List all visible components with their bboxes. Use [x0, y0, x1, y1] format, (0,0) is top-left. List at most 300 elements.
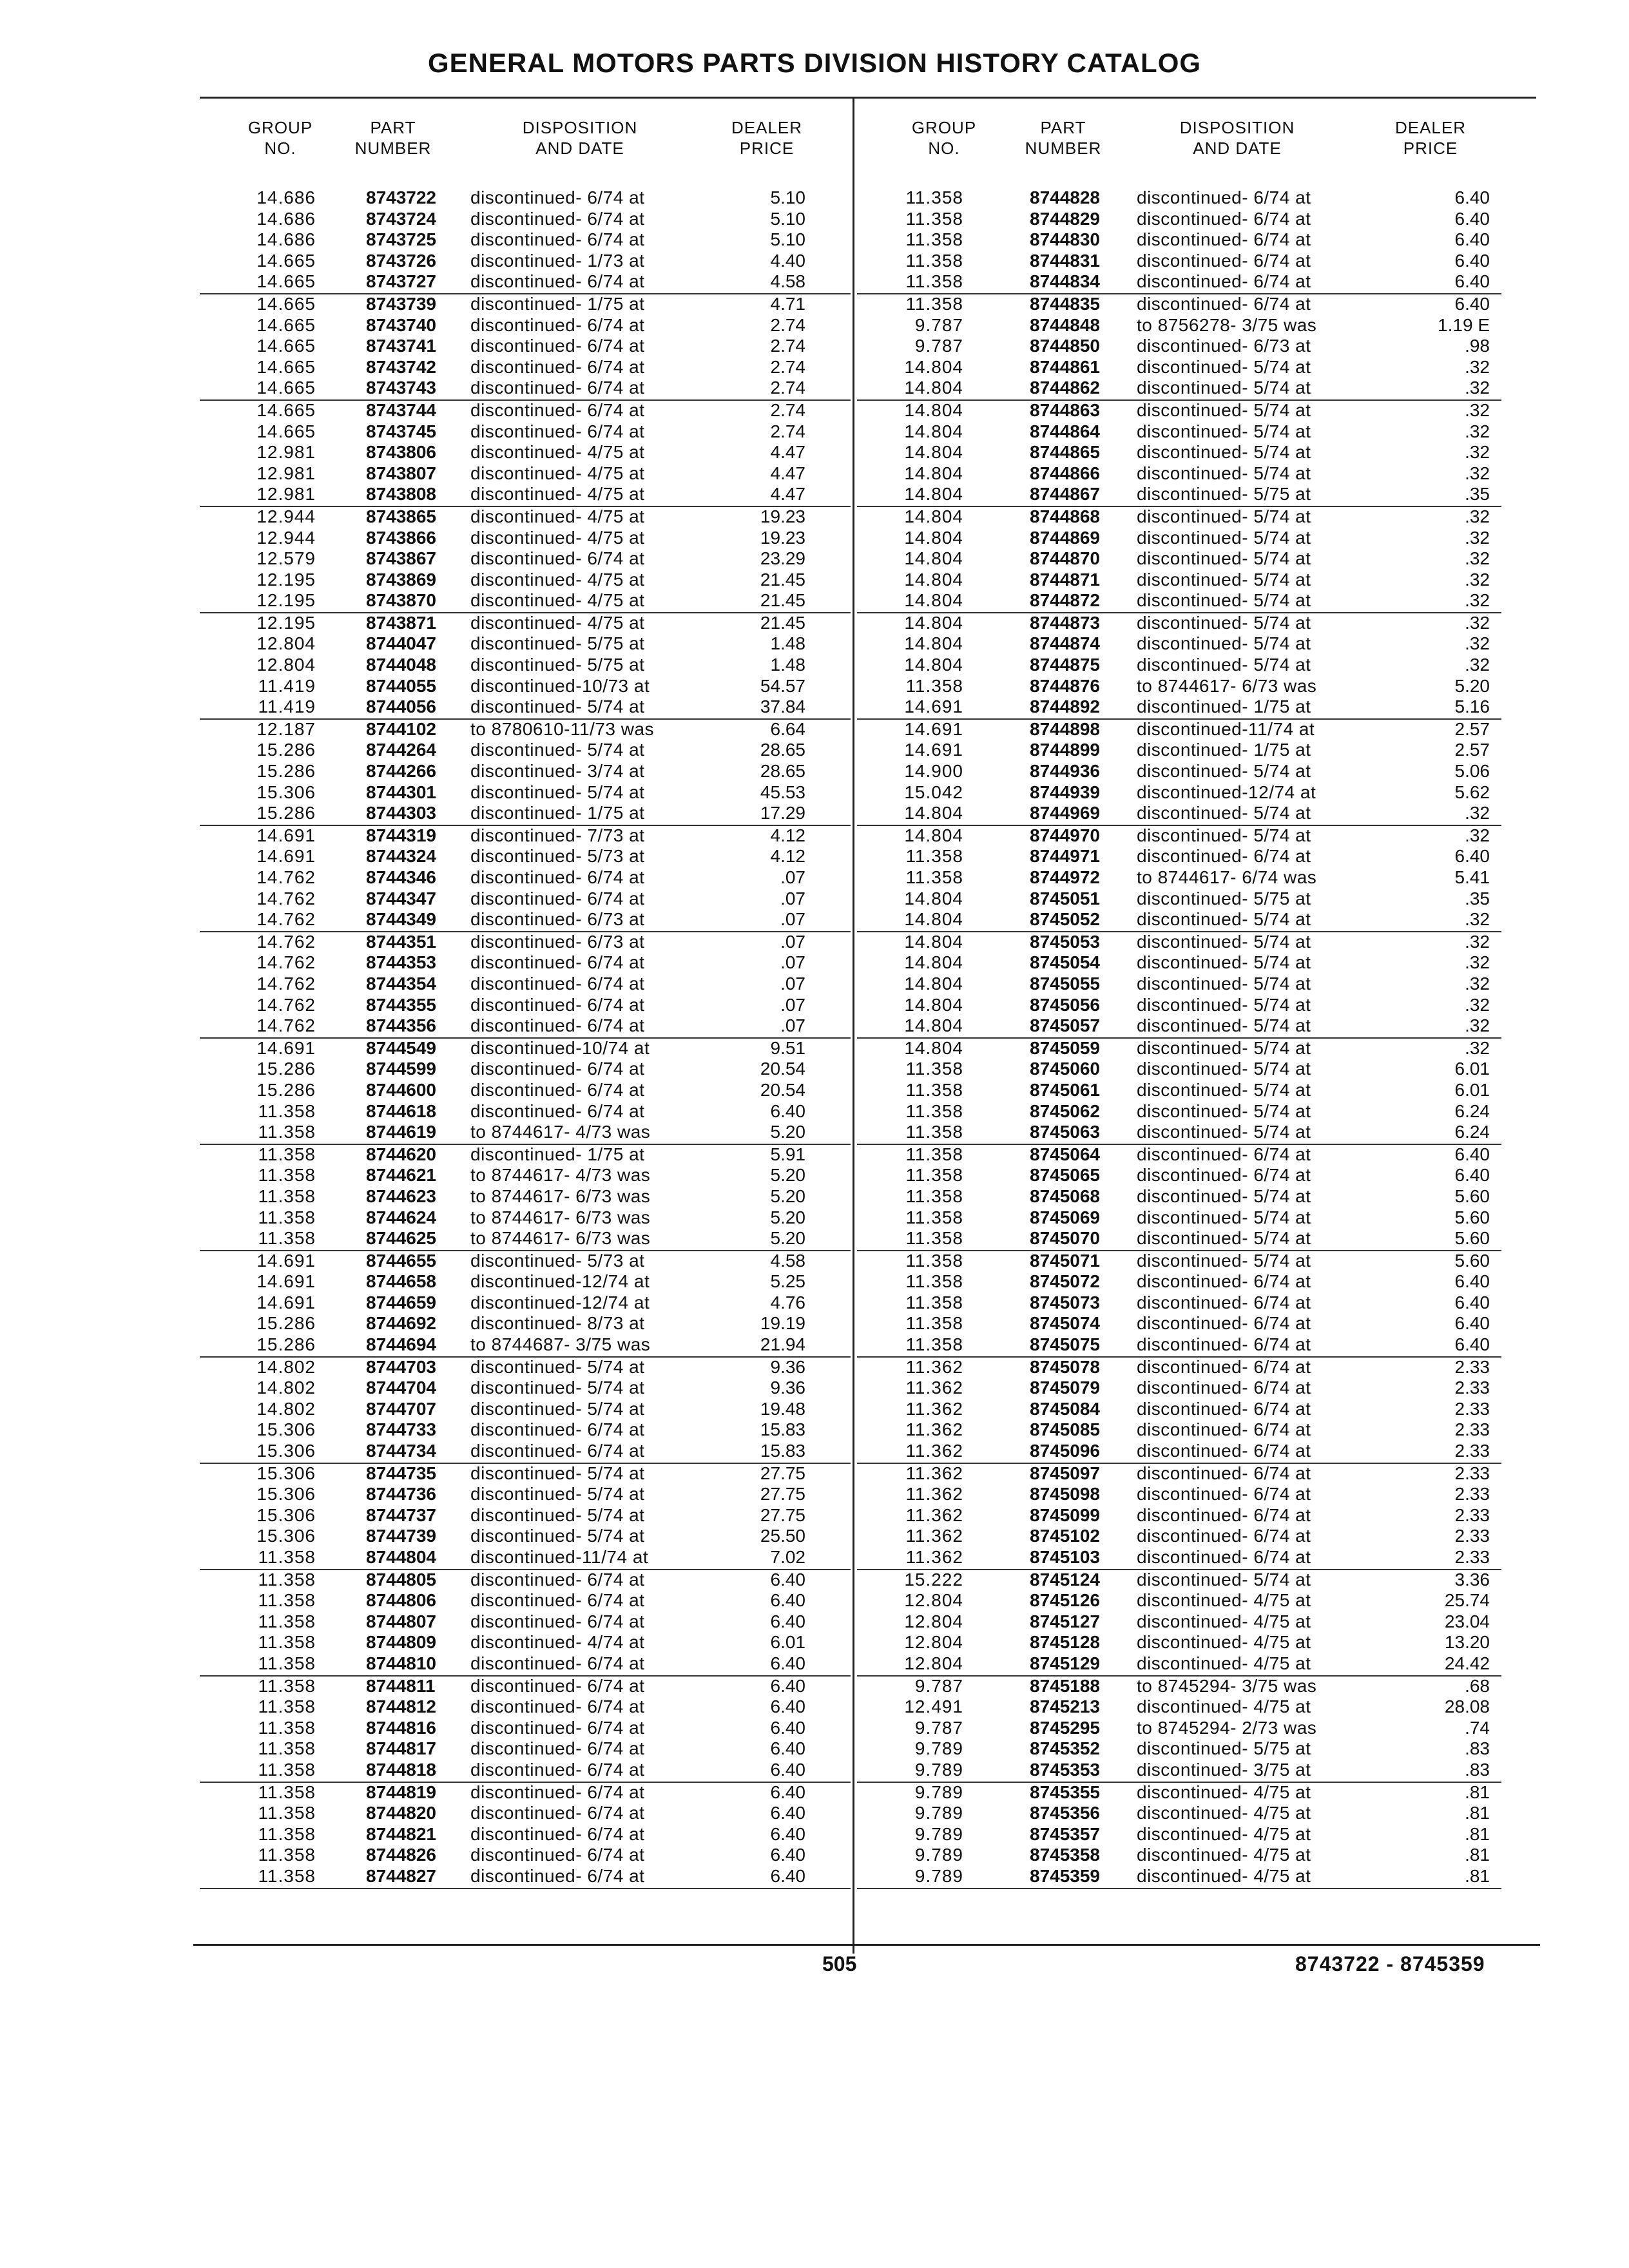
group-number: 14.804	[904, 931, 963, 952]
dealer-price: 45.53	[760, 782, 805, 802]
part-number: 8744600	[366, 1079, 437, 1100]
dealer-price: 2.33	[1454, 1441, 1490, 1461]
disposition: discontinued- 5/74 at	[470, 1526, 645, 1546]
part-number: 8744047	[366, 633, 437, 654]
table-row	[857, 762, 1501, 783]
dealer-price: 2.33	[1454, 1398, 1490, 1419]
disposition: discontinued- 6/74 at	[470, 314, 645, 335]
disposition: discontinued- 5/73 at	[470, 1250, 645, 1271]
disposition: discontinued- 1/75 at	[470, 293, 645, 314]
disposition: discontinued- 6/73 at	[470, 931, 645, 952]
table-row	[200, 422, 851, 443]
dealer-price: .81	[1465, 1803, 1490, 1823]
part-number: 8745065	[1030, 1165, 1101, 1186]
table-row	[857, 697, 1501, 720]
dealer-price: .32	[1465, 994, 1490, 1015]
group-number: 14.665	[256, 250, 316, 271]
dealer-price: 6.40	[770, 1823, 805, 1844]
table-row	[200, 188, 851, 209]
part-number: 8744618	[366, 1100, 437, 1121]
table-row	[857, 1548, 1501, 1570]
group-number: 14.762	[256, 909, 316, 930]
group-number: 14.802	[256, 1378, 316, 1398]
group-number: 11.362	[905, 1441, 963, 1461]
part-number: 8744810	[366, 1653, 437, 1673]
header-part-right	[1005, 117, 1121, 159]
table-row	[857, 336, 1501, 358]
dealer-price: .32	[1465, 655, 1490, 675]
part-number: 8744349	[366, 909, 437, 930]
dealer-price: .32	[1465, 463, 1490, 483]
table-row	[200, 1399, 851, 1421]
part-number: 8745073	[1030, 1292, 1101, 1312]
table-row	[857, 634, 1501, 655]
part-number: 8743722	[366, 187, 437, 207]
header-disposition-line1: DISPOSITION	[522, 118, 638, 137]
disposition: discontinued- 6/74 at	[1137, 1292, 1311, 1312]
table-row	[857, 1399, 1501, 1421]
table-row	[200, 1718, 851, 1740]
part-number: 8743807	[366, 463, 437, 483]
group-number: 14.762	[256, 994, 316, 1015]
part-number: 8744324	[366, 846, 437, 867]
dealer-price: 6.40	[1454, 1144, 1490, 1164]
group-number: 11.362	[905, 1419, 963, 1440]
group-number: 14.804	[904, 973, 963, 994]
table-row	[857, 209, 1501, 231]
group-number: 14.804	[904, 399, 963, 420]
group-number: 12.804	[904, 1611, 963, 1631]
group-number: 14.691	[256, 1292, 316, 1312]
disposition: discontinued- 6/74 at	[470, 1569, 645, 1590]
table-row	[857, 655, 1501, 677]
group-number: 12.491	[904, 1696, 963, 1717]
disposition: discontinued- 6/73 at	[470, 909, 645, 930]
group-number: 11.362	[905, 1356, 963, 1377]
page-number: 505	[822, 1952, 857, 1975]
dealer-price: 6.40	[770, 1590, 805, 1611]
dealer-price: 6.40	[1454, 187, 1490, 207]
part-number: 8745359	[1030, 1865, 1101, 1886]
table-row	[200, 485, 851, 507]
table-row	[200, 358, 851, 379]
disposition: discontinued- 6/74 at	[470, 229, 645, 250]
group-number: 14.804	[904, 484, 963, 505]
part-number: 8745064	[1030, 1144, 1101, 1164]
group-number: 14.804	[904, 548, 963, 569]
table-row	[200, 1783, 851, 1804]
group-number: 14.804	[904, 612, 963, 633]
disposition: discontinued- 6/74 at	[470, 378, 645, 398]
dealer-price: 6.40	[770, 1611, 805, 1631]
dealer-price: 6.40	[770, 1738, 805, 1759]
dealer-price: 5.06	[1454, 761, 1490, 782]
table-row	[200, 1485, 851, 1506]
group-number: 11.358	[905, 1207, 963, 1227]
part-number: 8744939	[1030, 782, 1101, 802]
group-number: 11.362	[905, 1378, 963, 1398]
table-row	[857, 1016, 1501, 1039]
table-row	[857, 316, 1501, 337]
disposition: discontinued- 4/75 at	[470, 612, 645, 633]
group-number: 14.691	[904, 718, 963, 739]
group-number: 15.306	[256, 1463, 316, 1483]
dealer-price: 2.74	[770, 399, 805, 420]
group-number: 11.358	[258, 1611, 316, 1631]
group-number: 14.804	[904, 952, 963, 973]
group-number: 11.358	[258, 1782, 316, 1802]
part-number: 8745059	[1030, 1037, 1101, 1058]
dealer-price: 5.20	[770, 1186, 805, 1206]
disposition: discontinued- 1/75 at	[470, 803, 645, 823]
group-number: 9.789	[914, 1865, 963, 1886]
disposition: discontinued- 6/74 at	[470, 208, 645, 229]
part-number: 8743727	[366, 271, 437, 292]
table-row	[200, 1697, 851, 1718]
table-row	[200, 1187, 851, 1208]
group-number: 11.358	[905, 867, 963, 887]
table-row	[857, 1187, 1501, 1208]
disposition: discontinued- 6/74 at	[1137, 1165, 1311, 1186]
header-price-right	[1379, 117, 1482, 159]
disposition: discontinued- 6/74 at	[470, 1782, 645, 1802]
disposition: discontinued-10/73 at	[470, 675, 650, 696]
group-number: 12.579	[256, 548, 316, 569]
table-row	[200, 1272, 851, 1293]
table-row	[857, 1739, 1501, 1760]
group-number: 14.804	[904, 527, 963, 548]
table-row	[200, 826, 851, 847]
group-number: 14.804	[904, 569, 963, 590]
group-number: 9.787	[914, 314, 963, 335]
table-row	[200, 803, 851, 826]
table-row	[200, 995, 851, 1017]
disposition: discontinued- 6/74 at	[470, 336, 645, 356]
group-number: 11.358	[258, 1865, 316, 1886]
disposition: discontinued- 3/75 at	[1137, 1759, 1311, 1780]
group-number: 14.804	[904, 590, 963, 611]
dealer-price: 9.51	[770, 1037, 805, 1058]
dealer-price: 5.60	[1454, 1207, 1490, 1227]
part-number: 8744736	[366, 1484, 437, 1504]
dealer-price: 21.94	[760, 1334, 805, 1355]
disposition: discontinued- 5/75 at	[1137, 484, 1311, 505]
disposition: discontinued-12/74 at	[470, 1292, 650, 1312]
disposition: to 8744617- 6/73 was	[470, 1207, 651, 1227]
dealer-price: 5.20	[1454, 675, 1490, 696]
disposition: discontinued- 3/74 at	[470, 761, 645, 782]
disposition: discontinued- 5/74 at	[1137, 463, 1311, 483]
part-number: 8745353	[1030, 1759, 1101, 1780]
group-number: 11.362	[905, 1526, 963, 1546]
header-part-line2: NUMBER	[1025, 139, 1102, 158]
group-number: 11.358	[258, 1100, 316, 1121]
group-number: 14.665	[256, 356, 316, 377]
group-number: 14.691	[256, 1271, 316, 1292]
part-number: 8745057	[1030, 1015, 1101, 1036]
dealer-price: 2.33	[1454, 1419, 1490, 1440]
group-number: 11.358	[905, 1271, 963, 1292]
part-number: 8744048	[366, 655, 437, 675]
table-row	[200, 1208, 851, 1229]
dealer-price: 6.40	[770, 1782, 805, 1802]
part-number: 8745128	[1030, 1632, 1101, 1653]
dealer-price: 6.40	[770, 1865, 805, 1886]
part-number: 8744549	[366, 1037, 437, 1058]
table-row	[200, 1166, 851, 1187]
group-number: 15.286	[256, 803, 316, 823]
table-row	[857, 1378, 1501, 1399]
part-number: 8745129	[1030, 1653, 1101, 1673]
part-number: 8744874	[1030, 633, 1101, 654]
dealer-price: 6.40	[770, 1569, 805, 1590]
dealer-price: 4.12	[770, 825, 805, 845]
disposition: discontinued- 6/74 at	[470, 1059, 645, 1079]
table-row	[857, 401, 1501, 422]
group-number: 11.358	[258, 1675, 316, 1696]
disposition: discontinued-12/74 at	[470, 1271, 650, 1292]
dealer-price: 7.02	[770, 1547, 805, 1567]
group-number: 12.804	[256, 633, 316, 654]
disposition: discontinued- 6/74 at	[470, 1696, 645, 1717]
table-row	[200, 1059, 851, 1081]
disposition: discontinued- 5/74 at	[1137, 527, 1311, 548]
disposition: discontinued-12/74 at	[1137, 782, 1316, 802]
dealer-price: 2.33	[1454, 1463, 1490, 1483]
part-number: 8745063	[1030, 1122, 1101, 1142]
dealer-price: 2.74	[770, 356, 805, 377]
dealer-price: 2.33	[1454, 1378, 1490, 1398]
disposition: discontinued- 5/74 at	[1137, 590, 1311, 611]
part-number: 8743726	[366, 250, 437, 271]
table-row	[857, 570, 1501, 591]
table-row	[857, 358, 1501, 379]
disposition: discontinued- 5/74 at	[1137, 825, 1311, 845]
table-row	[857, 591, 1501, 613]
table-row	[200, 1760, 851, 1783]
part-number: 8744865	[1030, 442, 1101, 463]
part-number: 8744055	[366, 675, 437, 696]
dealer-price: 2.33	[1454, 1356, 1490, 1377]
part-number: 8744898	[1030, 718, 1101, 739]
part-number: 8744625	[366, 1228, 437, 1249]
part-number: 8745053	[1030, 931, 1101, 952]
disposition: discontinued- 6/74 at	[1137, 1356, 1311, 1377]
header-disposition-line2: AND DATE	[1193, 139, 1282, 158]
group-number: 15.306	[256, 1504, 316, 1525]
group-number: 11.358	[258, 1845, 316, 1865]
disposition: discontinued- 4/75 at	[470, 463, 645, 483]
dealer-price: 9.36	[770, 1356, 805, 1377]
part-number: 8744866	[1030, 463, 1101, 483]
part-number: 8744351	[366, 931, 437, 952]
disposition: discontinued- 4/75 at	[470, 590, 645, 611]
disposition: discontinued- 5/74 at	[1137, 378, 1311, 398]
disposition: to 8744617- 6/73 was	[470, 1186, 651, 1206]
part-number: 8744864	[1030, 421, 1101, 441]
disposition: discontinued- 1/73 at	[470, 250, 645, 271]
right-column	[857, 188, 1501, 1889]
disposition: to 8744617- 6/73 was	[1137, 675, 1317, 696]
catalog-title: GENERAL MOTORS PARTS DIVISION HISTORY CATALOG	[427, 48, 1202, 78]
dealer-price: .07	[780, 931, 805, 952]
part-number: 8743742	[366, 356, 437, 377]
header-group-left	[232, 117, 329, 159]
group-number: 14.804	[904, 356, 963, 377]
header-disposition-line2: AND DATE	[535, 139, 624, 158]
part-number: 8744692	[366, 1313, 437, 1334]
group-number: 9.789	[914, 1803, 963, 1823]
disposition: discontinued- 6/74 at	[470, 1079, 645, 1100]
disposition: to 8744617- 4/73 was	[470, 1165, 651, 1186]
part-number: 8744353	[366, 952, 437, 973]
disposition: discontinued- 6/74 at	[470, 1015, 645, 1036]
table-row	[857, 1441, 1501, 1464]
disposition: discontinued- 5/74 at	[1137, 909, 1311, 930]
part-number: 8743725	[366, 229, 437, 250]
part-number: 8744834	[1030, 271, 1101, 292]
table-row	[857, 1591, 1501, 1612]
dealer-price: .32	[1465, 1015, 1490, 1036]
part-number: 8744658	[366, 1271, 437, 1292]
group-number: 14.665	[256, 271, 316, 292]
table-row	[200, 507, 851, 528]
dealer-price: .74	[1465, 1717, 1490, 1738]
part-number: 8744621	[366, 1165, 437, 1186]
disposition: discontinued-11/74 at	[470, 1547, 649, 1567]
table-row	[200, 1293, 851, 1314]
part-number: 8744816	[366, 1717, 437, 1738]
group-number: 11.358	[905, 293, 963, 314]
group-number: 12.195	[256, 612, 316, 633]
group-number: 15.306	[256, 1441, 316, 1461]
dealer-price: .07	[780, 888, 805, 908]
disposition: discontinued- 5/74 at	[1137, 1079, 1311, 1100]
group-number: 11.358	[905, 1122, 963, 1142]
part-number: 8745055	[1030, 973, 1101, 994]
part-number: 8744817	[366, 1738, 437, 1759]
dealer-price: 6.24	[1454, 1100, 1490, 1121]
table-row	[857, 1229, 1501, 1251]
header-price-line2: PRICE	[1403, 139, 1458, 158]
table-row	[200, 953, 851, 974]
table-row	[200, 1654, 851, 1677]
table-row	[857, 1039, 1501, 1060]
dealer-price: 27.75	[760, 1504, 805, 1525]
table-row	[200, 1825, 851, 1846]
disposition: discontinued- 5/74 at	[1137, 1122, 1311, 1142]
disposition: to 8745294- 3/75 was	[1137, 1675, 1317, 1696]
group-number: 11.358	[905, 271, 963, 292]
dealer-price: 5.60	[1454, 1250, 1490, 1271]
part-number: 8744831	[1030, 250, 1101, 271]
table-row	[200, 974, 851, 995]
dealer-price: 4.40	[770, 250, 805, 271]
group-number: 11.358	[905, 1165, 963, 1186]
group-number: 14.804	[904, 888, 963, 908]
table-row	[200, 1867, 851, 1889]
table-row	[857, 1251, 1501, 1273]
disposition: discontinued- 5/74 at	[470, 782, 645, 802]
group-number: 14.804	[904, 463, 963, 483]
part-number: 8744818	[366, 1759, 437, 1780]
table-row	[857, 1825, 1501, 1846]
dealer-price: 5.20	[770, 1122, 805, 1142]
disposition: discontinued- 6/74 at	[470, 1823, 645, 1844]
disposition: discontinued- 4/75 at	[1137, 1611, 1311, 1631]
table-row	[200, 549, 851, 570]
dealer-price: .32	[1465, 931, 1490, 952]
disposition: discontinued- 5/74 at	[1137, 612, 1311, 633]
part-number: 8743743	[366, 378, 437, 398]
dealer-price: 21.45	[760, 590, 805, 611]
group-number: 11.358	[905, 187, 963, 207]
disposition: discontinued- 6/74 at	[470, 1419, 645, 1440]
header-part-left	[335, 117, 451, 159]
part-number: 8744354	[366, 973, 437, 994]
table-row	[200, 251, 851, 273]
dealer-price: 6.40	[1454, 1313, 1490, 1334]
table-row	[857, 1697, 1501, 1718]
part-number: 8745062	[1030, 1100, 1101, 1121]
dealer-price: 5.10	[770, 187, 805, 207]
group-number: 14.691	[256, 846, 316, 867]
table-row	[200, 655, 851, 677]
group-number: 11.358	[258, 1228, 316, 1249]
part-number: 8744835	[1030, 293, 1101, 314]
dealer-price: .32	[1465, 590, 1490, 611]
disposition: discontinued- 4/75 at	[1137, 1845, 1311, 1865]
group-number: 11.358	[905, 1228, 963, 1249]
table-row	[857, 1335, 1501, 1358]
disposition: discontinued- 6/74 at	[470, 973, 645, 994]
disposition: to 8745294- 2/73 was	[1137, 1717, 1317, 1738]
part-number: 8744303	[366, 803, 437, 823]
disposition: discontinued- 6/74 at	[470, 994, 645, 1015]
part-number: 8744829	[1030, 208, 1101, 229]
disposition: discontinued- 6/74 at	[1137, 1419, 1311, 1440]
table-row	[857, 720, 1501, 741]
part-number: 8744899	[1030, 740, 1101, 760]
part-number: 8744599	[366, 1059, 437, 1079]
table-row	[857, 188, 1501, 209]
group-number: 14.691	[904, 740, 963, 760]
disposition: discontinued- 5/74 at	[1137, 506, 1311, 526]
disposition: discontinued- 4/75 at	[1137, 1865, 1311, 1886]
dealer-price: 13.20	[1444, 1632, 1490, 1653]
part-number: 8744868	[1030, 506, 1101, 526]
table-row	[857, 1358, 1501, 1379]
group-number: 14.804	[904, 421, 963, 441]
table-row	[200, 783, 851, 804]
disposition: discontinued- 6/74 at	[470, 1717, 645, 1738]
group-number: 11.358	[258, 1144, 316, 1164]
table-row	[200, 1441, 851, 1464]
disposition: discontinued- 5/74 at	[470, 1463, 645, 1483]
dealer-price: .32	[1465, 825, 1490, 845]
disposition: to 8744687- 3/75 was	[470, 1334, 651, 1355]
disposition: to 8744617- 4/73 was	[470, 1122, 651, 1142]
group-number: 11.358	[905, 1313, 963, 1334]
disposition: discontinued- 6/74 at	[470, 1441, 645, 1461]
part-number: 8744892	[1030, 697, 1101, 717]
disposition: discontinued- 5/74 at	[1137, 1059, 1311, 1079]
table-row	[857, 1760, 1501, 1783]
dealer-price: 6.40	[770, 1845, 805, 1865]
disposition: discontinued- 4/75 at	[1137, 1696, 1311, 1717]
disposition: discontinued- 5/74 at	[1137, 633, 1311, 654]
dealer-price: 2.57	[1454, 718, 1490, 739]
